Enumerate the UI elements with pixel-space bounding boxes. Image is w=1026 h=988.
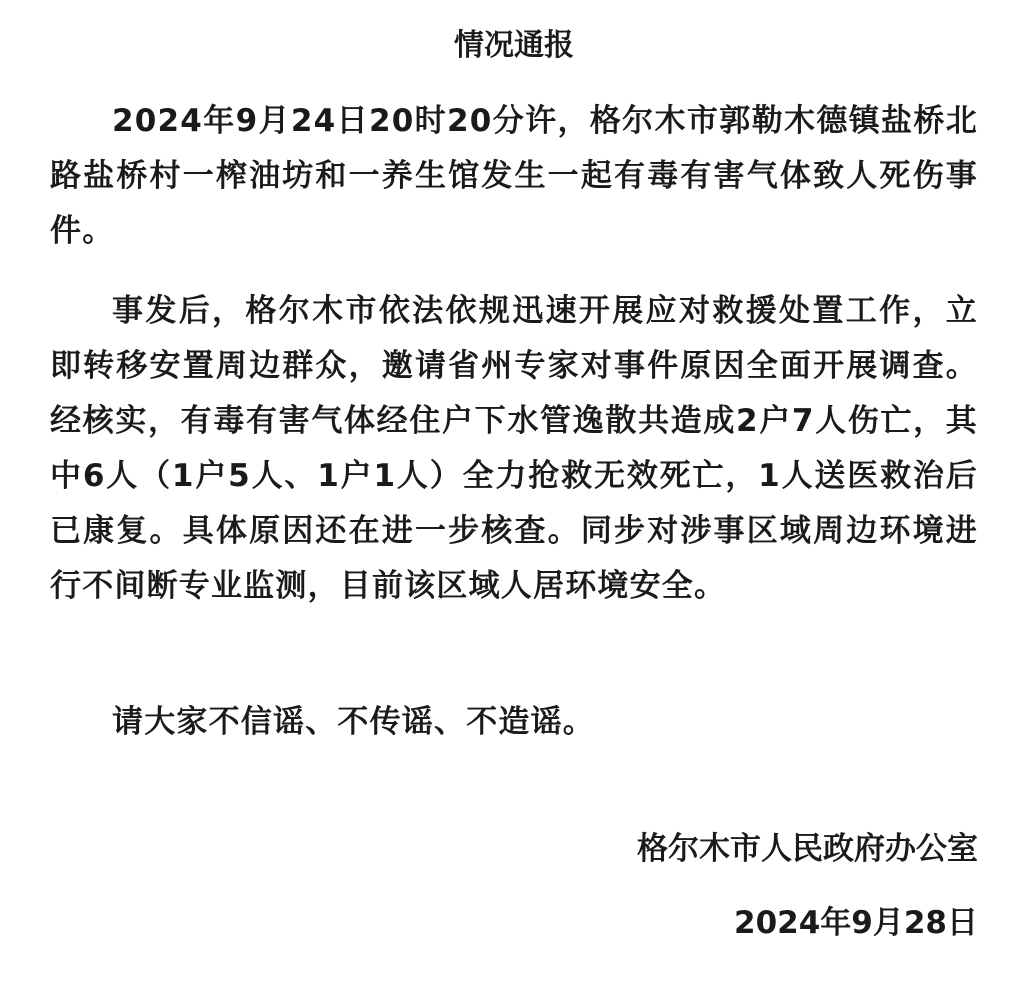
notice-title: 情况通报 [454, 28, 574, 63]
paragraph-response: 事发后，格尔木市依法依规迅速开展应对救援处置工作，立即转移安置周边群众，邀请省州专家对事件原因全面开展调查。经核实，有毒有害气体经住户下水管逸散共造成2户7人伤亡，其中6人（1户5人、1户1人）全力抢救无效死亡，1人送医救治后已康复。具体原因还在进一步核查。同步对涉事区域周边环境进行不间断专业监测，目前该区域人居环境安全。 [50, 293, 978, 604]
paragraph-appeal: 请大家不信谣、不传谣、不造谣。 [112, 704, 595, 740]
issue-date: 2024年9月28日 [734, 905, 978, 941]
issuer-name: 格尔木市人民政府办公室 [637, 831, 978, 867]
paragraph-incident: 2024年9月24日20时20分许，格尔木市郭勒木德镇盐桥北路盐桥村一榨油坊和一养生馆发生一起有毒有害气体致人死伤事件。 [50, 103, 978, 249]
